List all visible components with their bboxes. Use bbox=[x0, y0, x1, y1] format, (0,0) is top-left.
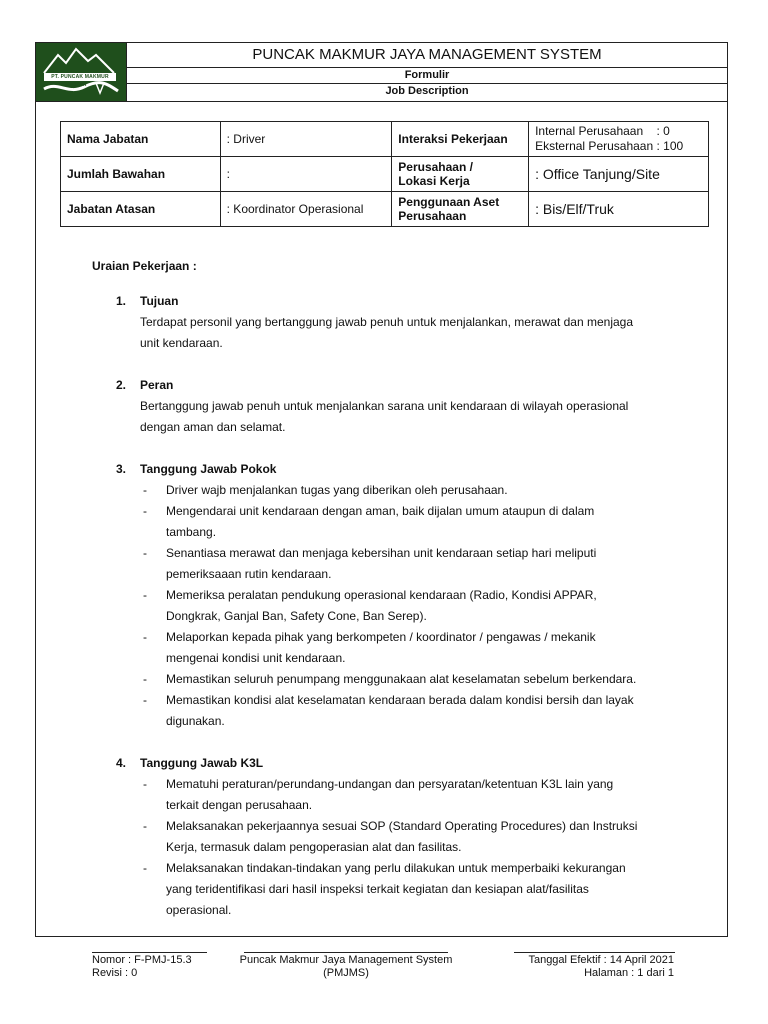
nama-jabatan-value: : Driver bbox=[220, 122, 392, 157]
dash-bullet: - bbox=[143, 819, 147, 833]
list-item-text: Dongkrak, Ganjal Ban, Safety Cone, Ban Serep). bbox=[166, 609, 427, 623]
section-title bbox=[92, 375, 692, 396]
section-title bbox=[92, 291, 692, 312]
footer-rule-left bbox=[92, 952, 207, 953]
section-title-text: Tanggung Jawab K3L bbox=[140, 756, 264, 770]
section-tujuan bbox=[92, 291, 692, 354]
lokasi-value: : Office Tanjung/Site bbox=[529, 157, 709, 192]
list-item-text: Memeriksa peralatan pendukung operasional kendaraan (Radio, Kondisi APPAR, bbox=[166, 588, 597, 602]
footer-rule-right bbox=[514, 952, 675, 953]
job-description-body bbox=[92, 256, 692, 921]
dash-bullet: - bbox=[143, 861, 147, 875]
section-number: 3. bbox=[116, 462, 127, 476]
list-item-text: Kerja, termasuk dalam pengoperasian alat dan fasilitas. bbox=[166, 840, 462, 854]
system-title: PUNCAK MAKMUR JAYA MANAGEMENT SYSTEM bbox=[127, 43, 727, 68]
uraian-title: Uraian Pekerjaan : bbox=[92, 259, 197, 273]
mountain-logo-icon bbox=[36, 43, 126, 101]
paragraph-line: dengan aman dan selamat. bbox=[140, 420, 286, 434]
list-item-text: Memastikan seluruh penumpang menggunakaan alat keselamatan sebelum berkendara. bbox=[166, 672, 637, 686]
footer-center bbox=[226, 954, 466, 980]
interaksi-eksternal: Eksternal Perusahaan : 100 bbox=[535, 139, 684, 153]
footer-system-abbr: (PMJMS) bbox=[323, 967, 369, 979]
footer-tanggal-efektif: Tanggal Efektif : 14 April 2021 bbox=[528, 954, 674, 966]
footer-halaman: Halaman : 1 dari 1 bbox=[584, 967, 674, 979]
section-title bbox=[92, 459, 692, 480]
aset-label-line-1: Penggunaan Aset bbox=[398, 195, 500, 209]
table-row bbox=[61, 157, 709, 192]
dash-bullet: - bbox=[143, 483, 147, 497]
table-row bbox=[61, 192, 709, 227]
section-number: 4. bbox=[116, 756, 127, 770]
section-tanggung-jawab-pokok bbox=[92, 459, 692, 732]
lokasi-label bbox=[392, 157, 529, 192]
jumlah-bawahan-value: : bbox=[220, 157, 392, 192]
paragraph-line: unit kendaraan. bbox=[140, 336, 223, 350]
section-number: 1. bbox=[116, 294, 127, 308]
dash-bullet: - bbox=[143, 777, 147, 791]
list-item-text: Driver wajb menjalankan tugas yang diberikan oleh perusahaan. bbox=[166, 483, 508, 497]
lokasi-label-line-2: Lokasi Kerja bbox=[398, 174, 470, 188]
list-item bbox=[92, 543, 692, 585]
aset-label-line-2: Perusahaan bbox=[398, 209, 467, 223]
footer-system-name: Puncak Makmur Jaya Management System bbox=[239, 954, 453, 966]
footer-left bbox=[92, 954, 192, 980]
interaksi-label: Interaksi Pekerjaan bbox=[392, 122, 529, 157]
document-title: Job Description bbox=[385, 85, 469, 97]
list-item-text: operasional. bbox=[166, 903, 232, 917]
list-item bbox=[92, 858, 692, 921]
lokasi-label-line-1: Perusahaan / bbox=[398, 160, 473, 174]
section-tanggung-jawab-k3l bbox=[92, 753, 692, 921]
paragraph-line: Bertanggung jawab penuh untuk menjalankan sarana unit kendaraan di wilayah operasional bbox=[140, 399, 629, 413]
section-title-text: Peran bbox=[140, 378, 174, 392]
list-item bbox=[92, 480, 692, 501]
dash-bullet: - bbox=[143, 672, 147, 686]
list-item-text: tambang. bbox=[166, 525, 217, 539]
list-item-text: Senantiasa merawat dan menjaga kebersihan unit kendaraan setiap hari meliputi bbox=[166, 546, 597, 560]
list-item-text: digunakan. bbox=[166, 714, 225, 728]
dash-bullet: - bbox=[143, 546, 147, 560]
list-item bbox=[92, 690, 692, 732]
list-item-text: Melaporkan kepada pihak yang berkompeten / koordinator / pengawas / mekanik bbox=[166, 630, 596, 644]
list-item bbox=[92, 501, 692, 543]
jumlah-bawahan-label: Jumlah Bawahan bbox=[61, 157, 221, 192]
section-number: 2. bbox=[116, 378, 127, 392]
footer-nomor: Nomor : F-PMJ-15.3 bbox=[92, 954, 192, 966]
list-item bbox=[92, 816, 692, 858]
list-item bbox=[92, 585, 692, 627]
list-item-text: Melaksanakan pekerjaannya sesuai SOP (Standard Operating Procedures) dan Instruksi bbox=[166, 819, 638, 833]
list-item-text: terkait dengan perusahaan. bbox=[166, 798, 313, 812]
section-title-text: Tujuan bbox=[140, 294, 179, 308]
jabatan-atasan-value: : Koordinator Operasional bbox=[220, 192, 392, 227]
section-peran bbox=[92, 375, 692, 438]
logo-text: PT. PUNCAK MAKMUR JAYA bbox=[44, 73, 116, 81]
paragraph-line: Terdapat personil yang bertanggung jawab penuh untuk menjalankan, merawat dan menjaga bbox=[140, 315, 634, 329]
list-item-text: Melaksanakan tindakan-tindakan yang perlu dilakukan untuk memperbaiki kekurangan bbox=[166, 861, 626, 875]
table-row bbox=[61, 122, 709, 157]
footer-right bbox=[494, 954, 674, 980]
list-item bbox=[92, 669, 692, 690]
interaksi-value bbox=[529, 122, 709, 157]
jabatan-atasan-label: Jabatan Atasan bbox=[61, 192, 221, 227]
aset-label bbox=[392, 192, 529, 227]
form-label: Formulir bbox=[127, 68, 727, 84]
bullet-list bbox=[92, 480, 692, 732]
list-item-text: yang teridentifikasi dari hasil inspeksi terkait kegiatan dan kesiapan alat/fasilitas bbox=[166, 882, 589, 896]
list-item bbox=[92, 627, 692, 669]
nama-jabatan-label: Nama Jabatan bbox=[61, 122, 221, 157]
list-item-text: pemeriksaaan rutin kendaraan. bbox=[166, 567, 332, 581]
interaksi-internal: Internal Perusahaan : 0 bbox=[535, 124, 670, 138]
list-item-text: mengenai kondisi unit kendaraan. bbox=[166, 651, 346, 665]
dash-bullet: - bbox=[143, 693, 147, 707]
dash-bullet: - bbox=[143, 630, 147, 644]
section-title bbox=[92, 753, 692, 774]
company-logo bbox=[36, 43, 127, 101]
footer-revisi: Revisi : 0 bbox=[92, 967, 138, 979]
list-item-text: Mengendarai unit kendaraan dengan aman, baik dijalan umum ataupun di dalam bbox=[166, 504, 595, 518]
list-item-text: Memastikan kondisi alat keselamatan kendaraan berada dalam kondisi bersih dan layak bbox=[166, 693, 634, 707]
bullet-list bbox=[92, 774, 692, 921]
dash-bullet: - bbox=[143, 588, 147, 602]
aset-value: : Bis/Elf/Truk bbox=[529, 192, 709, 227]
footer-rule-center bbox=[244, 952, 448, 953]
job-info-table bbox=[60, 121, 709, 227]
section-title-text: Tanggung Jawab Pokok bbox=[140, 462, 277, 476]
list-item bbox=[92, 774, 692, 816]
dash-bullet: - bbox=[143, 504, 147, 518]
document-header bbox=[35, 42, 728, 102]
list-item-text: Mematuhi peraturan/perundang-undangan dan persyaratan/ketentuan K3L lain yang bbox=[166, 777, 614, 791]
